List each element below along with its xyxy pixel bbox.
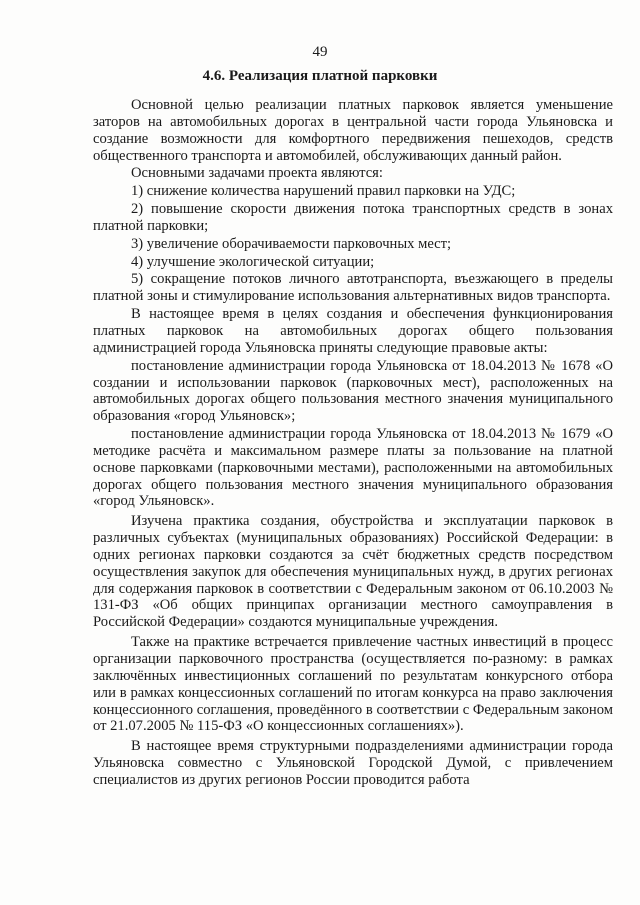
- list-item-task-1: 1) снижение количества нарушений правил парковки на УДС;: [131, 183, 516, 200]
- paragraph-tasks-intro: Основными задачами проекта являются:: [131, 165, 383, 182]
- paragraph-legal-acts-intro: В настоящее время в целях создания и обеспечения функционирования платных парковок на автомобильных дорогах общего пользования администрацией города Ульяновска приняты следующие правовые акты:: [93, 306, 613, 356]
- list-item-task-2: 2) повышение скорости движения потока транспортных средств в зонах платной парковки;: [93, 201, 613, 234]
- page-number: 49: [312, 44, 328, 60]
- paragraph-private-investment: Также на практике встречается привлечение частных инвестиций в процесс организации парковочного пространства (осуществляется по-разному: в рамках заключённых инвестиционных соглашений по результатам конкурсного отбора или в рамках концессионных соглашений по итогам конкурса на право заключения концессионного соглашения, проведённого в соответствии с Федеральным законом от 21.07.2005 № 115-ФЗ «О концессионных соглашениях»).: [93, 634, 613, 735]
- document-body: [93, 97, 613, 789]
- section-heading: 4.6. Реализация платной парковки: [202, 68, 438, 84]
- list-item-task-4: 4) улучшение экологической ситуации;: [131, 253, 375, 270]
- list-item-task-5: 5) сокращение потоков личного автотранспорта, въезжающего в пределы платной зоны и стимулирование использования альтернативных видов транспорта.: [93, 271, 613, 305]
- paragraph-current-work: В настоящее время структурными подразделениями администрации города Ульяновска совместно с Ульяновской Городской Думой, с привлечением специалистов из других регионов России проводится работа: [93, 738, 613, 788]
- paragraph-legal-act-1679: постановление администрации города Ульяновска от 18.04.2013 № 1679 «О методике расчёта и максимальном размере платы за пользование на платной основе парковками (парковочными местами), расположенными на автомобильных дорогах общего пользования местного значения муниципального образования «город Ульяновск».: [93, 426, 613, 510]
- paragraph-practice: Изучена практика создания, обустройства и эксплуатации парковок в различных субъектах (муниципальных образованиях) Российской Федерации: в одних регионах парковки создаются за счёт бюджетных средств посредством осуществления закупок для обеспечения муниципальных нужд, в других регионах для содержания парковок в соответствии с Федеральным законом от 06.10.2003 № 131-ФЗ «Об общих принципах организации местного самоуправления в Российской Федерации» создаются муниципальные учреждения.: [93, 513, 613, 631]
- list-item-task-3: 3) увеличение оборачиваемости парковочных мест;: [131, 235, 452, 252]
- paragraph-goal: Основной целью реализации платных парковок является уменьшение заторов на автомобильных дорогах в центральной части города Ульяновска и создание возможности для комфортного передвижения пешеходов, средств общественного транспорта и автомобилей, обслуживающих данный район.: [93, 97, 613, 164]
- paragraph-legal-act-1678: постановление администрации города Ульяновска от 18.04.2013 № 1678 «О создании и использовании парковок (парковочных мест), расположенных на автомобильных дорогах общего пользования местного значения муниципального образования «город Ульяновск»;: [93, 357, 613, 425]
